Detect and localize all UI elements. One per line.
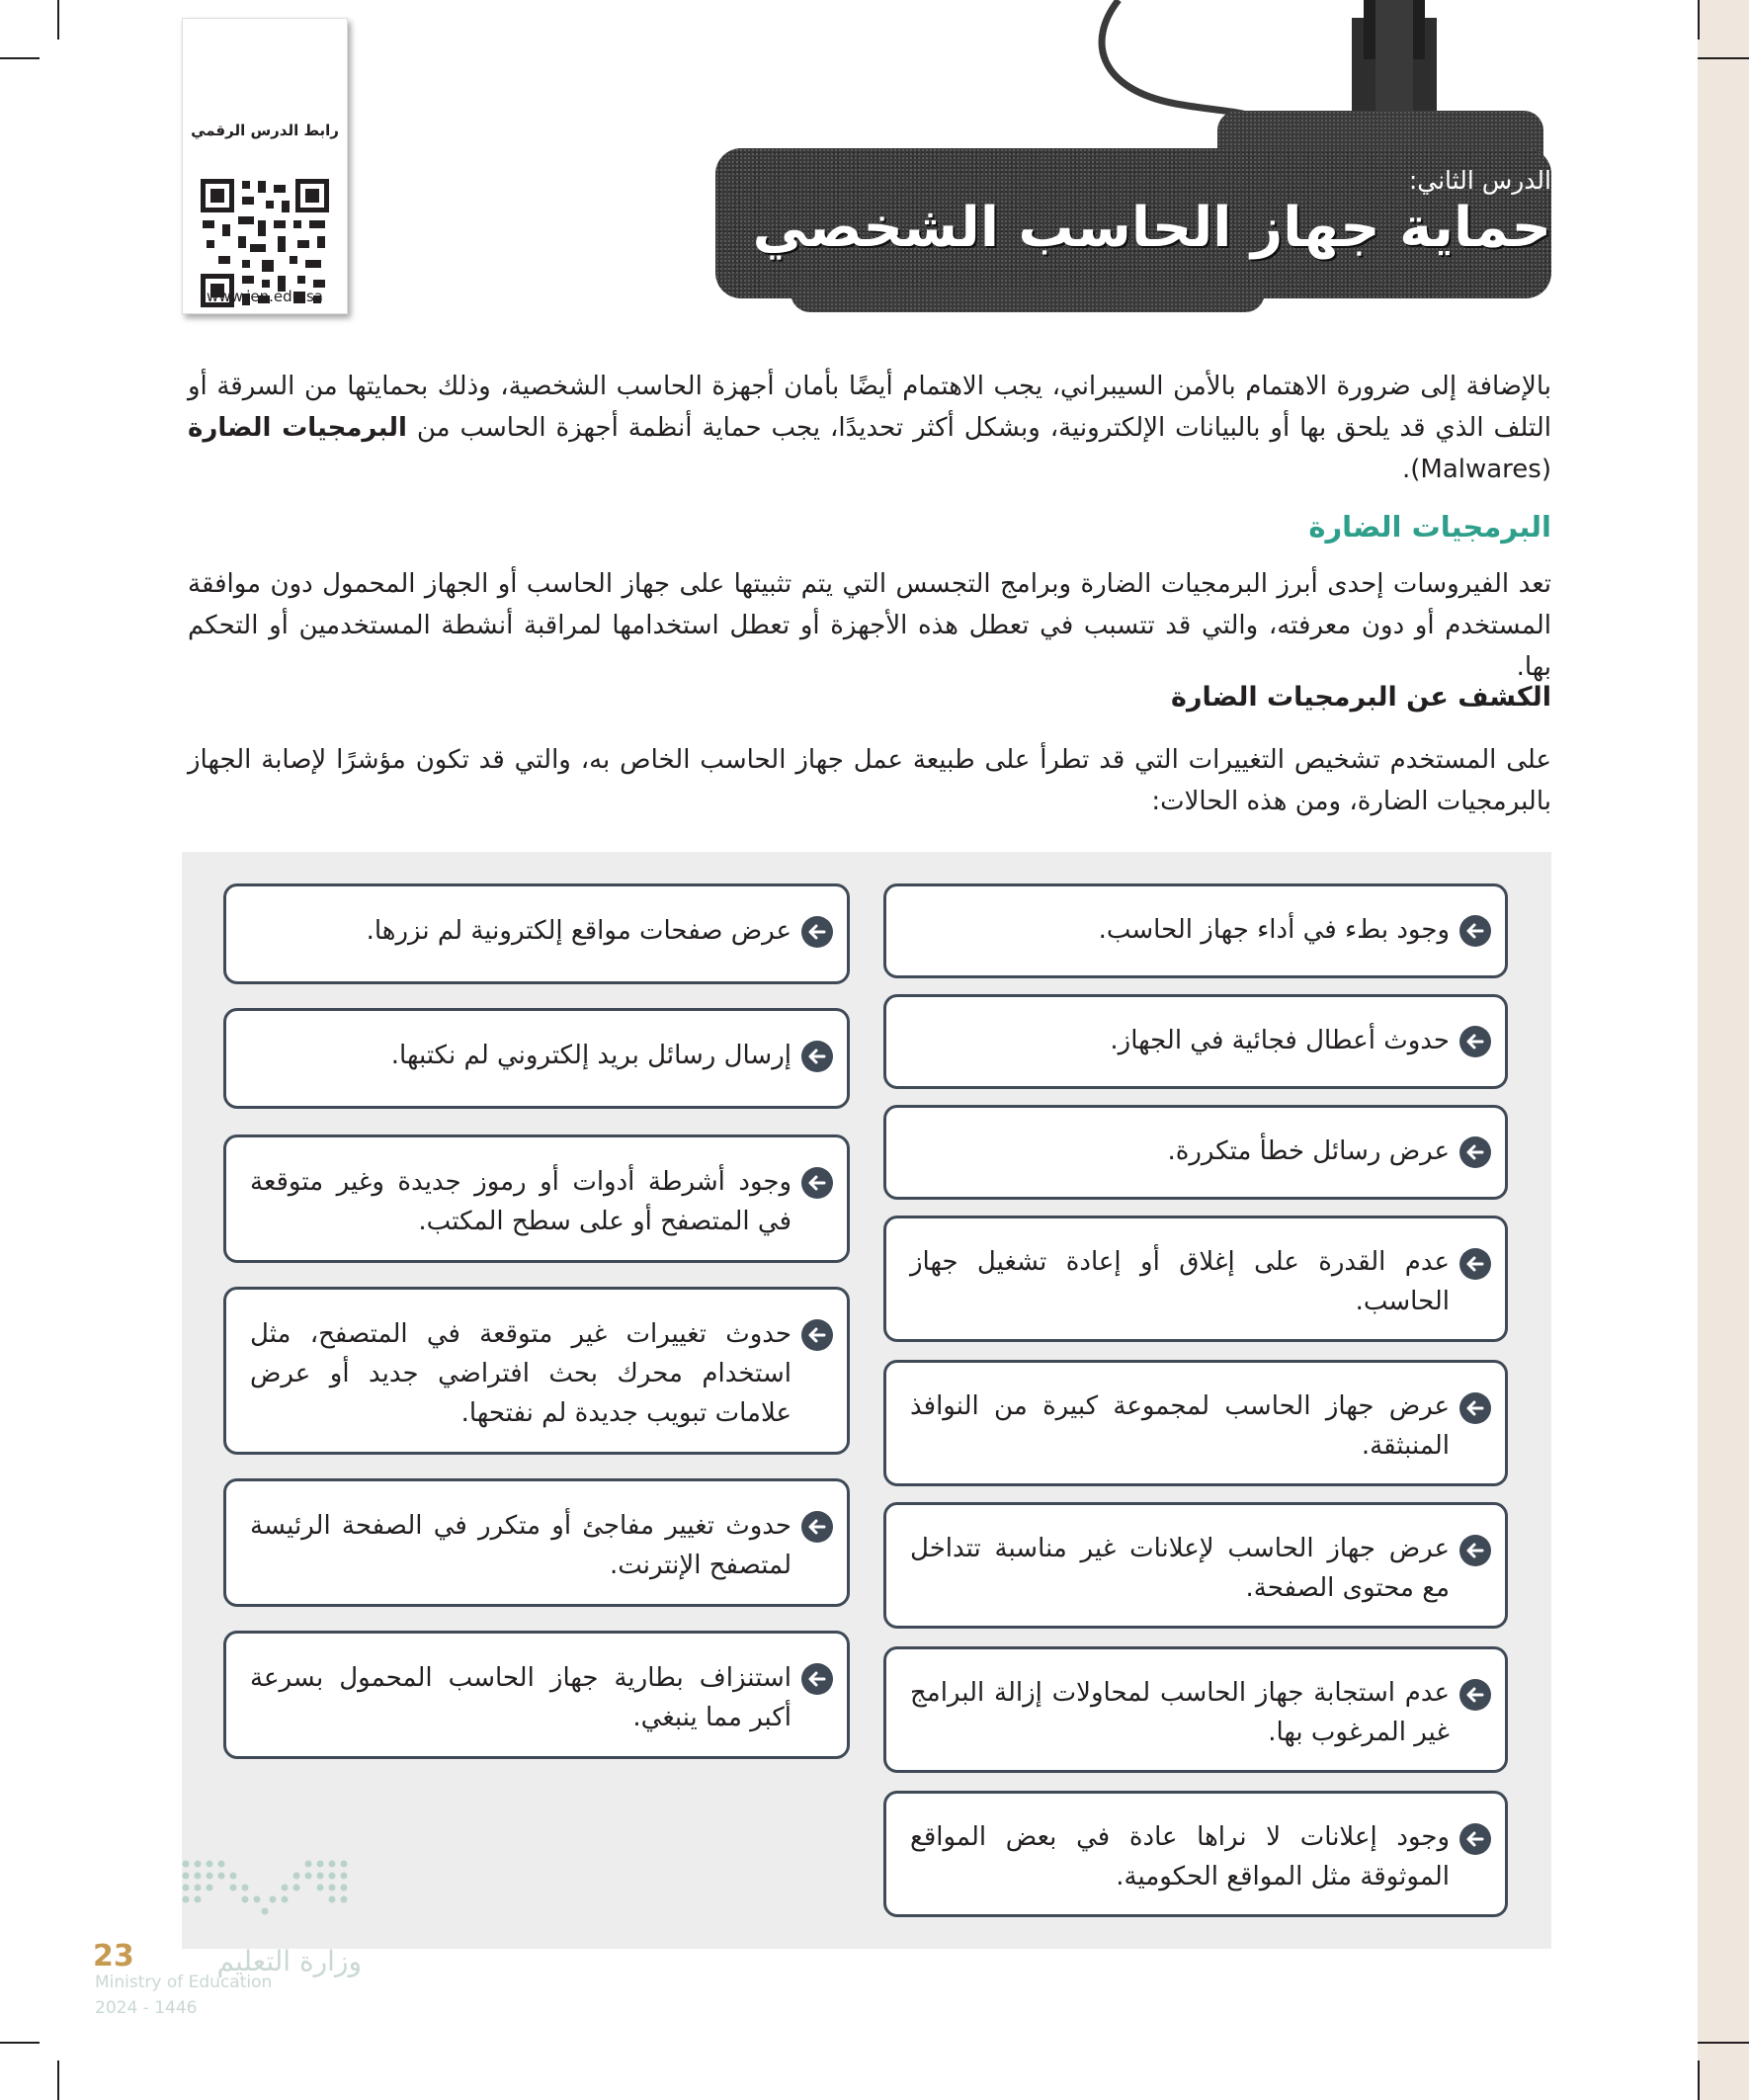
crop-mark xyxy=(57,0,59,40)
crop-mark xyxy=(0,57,40,59)
page-number: 23 xyxy=(93,1939,134,1974)
malware-paragraph: تعد الفيروسات إحدى أبرز البرمجيات الضارة وبرامج التجسس التي يتم تثبيتها على جهاز الحاسب أو الجهاز المحمول دون موافقة المستخدم أو دون معرفته، والتي قد تتسبب في تعطل هذه الأجهزة أو تعطل استخدامها لمراقبة أنشطة المستخدمين أو التحكم بها. xyxy=(188,569,1551,682)
crop-mark xyxy=(0,2042,40,2044)
ministry-name-ar: وزارة التعليم xyxy=(216,1945,362,1977)
qr-card[interactable] xyxy=(182,18,348,314)
ministry-logo xyxy=(95,1858,372,2056)
arrow-left-icon xyxy=(1459,1026,1491,1057)
intro-bold-term: البرمجيات الضارة xyxy=(188,413,407,443)
list-item xyxy=(223,1134,850,1263)
arrow-left-icon xyxy=(801,1167,833,1199)
list-item xyxy=(883,1216,1508,1342)
list-item xyxy=(883,1105,1508,1200)
list-item xyxy=(223,1631,850,1759)
arrow-left-icon xyxy=(1459,915,1491,947)
crop-mark xyxy=(1698,2060,1700,2100)
list-item-text: استنزاف بطارية جهاز الحاسب المحمول بسرعة أكبر مما ينبغي. xyxy=(250,1663,791,1732)
list-item-text: وجود إعلانات لا نراها عادة في بعض المواقع الموثوقة مثل المواقع الحكومية. xyxy=(910,1822,1450,1891)
list-item-text: عدم استجابة جهاز الحاسب لمحاولات إزالة البرامج غير المرغوب بها. xyxy=(910,1678,1450,1747)
list-item-text: وجود أشرطة أدوات أو رموز جديدة وغير متوقعة في المتصفح أو على سطح المكتب. xyxy=(250,1167,791,1236)
qr-url[interactable]: www.ien.edu.sa xyxy=(207,288,323,305)
arrow-left-icon xyxy=(1459,1679,1491,1711)
arrow-left-icon xyxy=(1459,1136,1491,1168)
section-heading-detection: الكشف عن البرمجيات الضارة xyxy=(1171,682,1551,713)
list-item xyxy=(883,1791,1508,1917)
qr-title: رابط الدرس الرقمي xyxy=(191,122,339,139)
list-item xyxy=(883,883,1508,978)
intro-text-end: (Malwares). xyxy=(1401,455,1551,484)
list-item-text: وجود بطء في أداء جهاز الحاسب. xyxy=(1098,915,1450,945)
detection-paragraph: على المستخدم تشخيص التغييرات التي قد تطرأ على طبيعة عمل جهاز الحاسب الخاص به، والتي قد تكون مؤشرًا لإصابة الجهاز بالبرمجيات الضارة، ومن هذه الحالات: xyxy=(188,745,1551,816)
crop-mark xyxy=(57,2060,59,2100)
arrow-left-icon xyxy=(1459,1823,1491,1855)
list-item-text: عرض جهاز الحاسب لمجموعة كبيرة من النوافذ المنبثقة. xyxy=(910,1391,1450,1461)
list-item-text: حدوث تغيير مفاجئ أو متكرر في الصفحة الرئيسة لمتصفح الإنترنت. xyxy=(250,1511,791,1580)
list-item xyxy=(883,1502,1508,1629)
arrow-left-icon xyxy=(1459,1535,1491,1566)
list-item xyxy=(223,1478,850,1607)
list-item-text: إرسال رسائل بريد إلكتروني لم نكتبها. xyxy=(390,1041,791,1070)
list-item xyxy=(883,1646,1508,1773)
list-item xyxy=(883,994,1508,1089)
list-item xyxy=(883,1360,1508,1486)
arrow-left-icon xyxy=(1459,1392,1491,1424)
crop-mark xyxy=(1698,57,1749,59)
section-heading-malware: البرمجيات الضارة xyxy=(1308,510,1551,544)
arrow-left-icon xyxy=(801,1663,833,1695)
list-item-text: حدوث أعطال فجائية في الجهاز. xyxy=(1110,1026,1450,1055)
list-item-text: عرض رسائل خطأ متكررة. xyxy=(1167,1136,1450,1166)
list-item xyxy=(223,1008,850,1109)
arrow-left-icon xyxy=(801,1041,833,1072)
edition-year: 2024 - 1446 xyxy=(95,1998,198,2018)
list-item xyxy=(223,883,850,984)
lesson-title: حماية جهاز الحاسب الشخصي xyxy=(752,196,1551,260)
banner-lower-tab xyxy=(791,287,1265,312)
crop-mark xyxy=(1698,0,1700,40)
arrow-left-icon xyxy=(801,1511,833,1543)
page-side-strip xyxy=(1698,0,1749,2100)
intro-paragraph xyxy=(188,366,1551,490)
list-item xyxy=(223,1287,850,1455)
intro-text: بالإضافة إلى ضرورة الاهتمام بالأمن السيبراني، يجب الاهتمام أيضًا بأمان أجهزة الحاسب الشخصية، وذلك بحمايتها من السرقة أو التلف الذي قد يلحق بها أو بالبيانات الإلكترونية، وبشكل أكثر تحديدًا، يجب حماية أنظمة أجهزة الحاسب من xyxy=(188,372,1551,443)
list-item-text: حدوث تغييرات غير متوقعة في المتصفح، مثل استخدام محرك بحث افتراضي جديد أو عرض علامات تبويب جديدة لم نفتحها. xyxy=(250,1319,791,1428)
list-item-text: عرض صفحات مواقع إلكترونية لم نزرها. xyxy=(366,916,791,946)
ministry-dots-icon xyxy=(180,1858,350,1915)
arrow-left-icon xyxy=(801,1319,833,1351)
crop-mark xyxy=(1698,2042,1749,2044)
list-item-text: عدم القدرة على إغلاق أو إعادة تشغيل جهاز الحاسب. xyxy=(910,1247,1450,1316)
ministry-name-en: Ministry of Education xyxy=(95,1973,273,1992)
arrow-left-icon xyxy=(1459,1248,1491,1280)
lesson-label: الدرس الثاني: xyxy=(1408,166,1551,195)
arrow-left-icon xyxy=(801,916,833,948)
list-item-text: عرض جهاز الحاسب لإعلانات غير مناسبة تتداخل مع محتوى الصفحة. xyxy=(910,1534,1450,1603)
